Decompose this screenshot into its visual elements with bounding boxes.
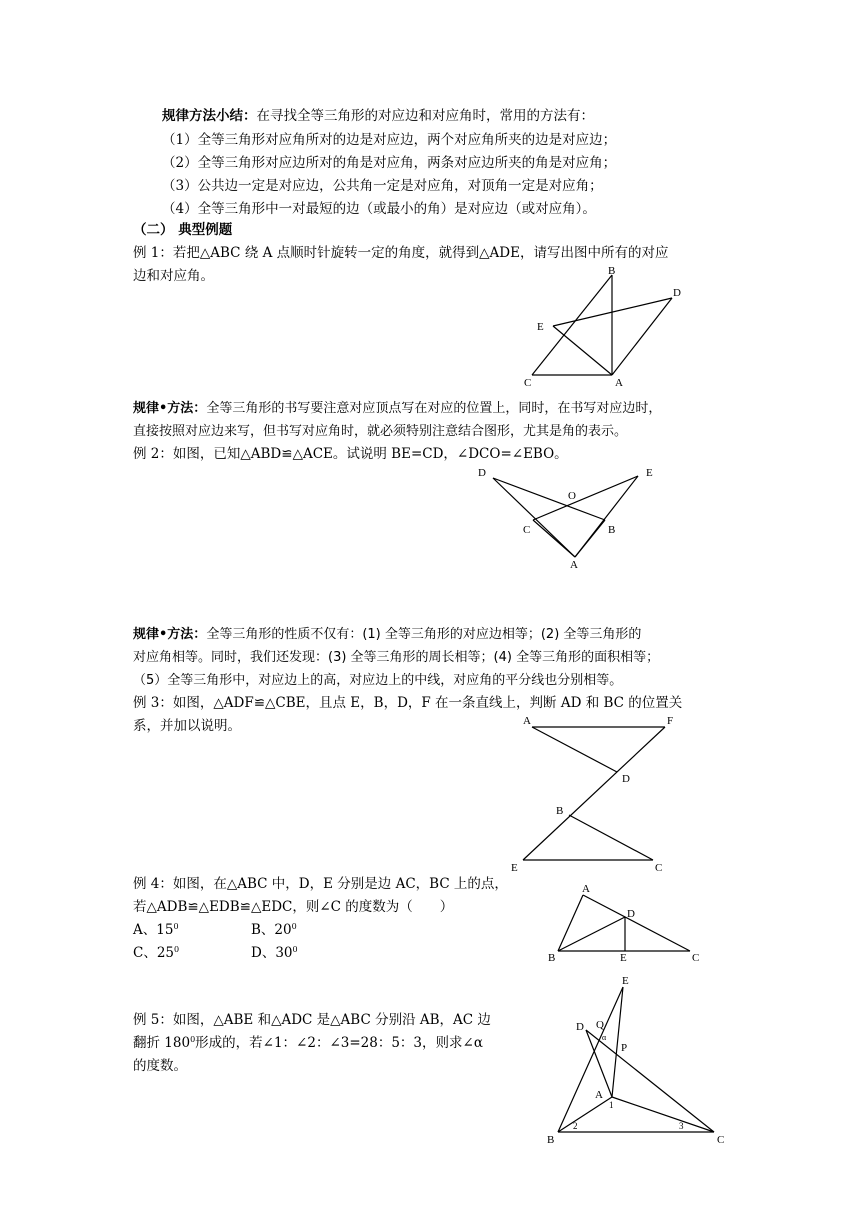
label-D: D [622,773,630,785]
label-A: A [523,715,531,727]
summary-intro: 在寻找全等三角形的对应边和对应角时，常用的方法有： [256,108,594,124]
rule1-line1 [133,400,661,418]
label-P: P [621,1042,628,1054]
example1-figure [520,260,700,395]
label-A: A [570,559,578,571]
label-1: 1 [609,1100,614,1110]
example4-option-d: D、$30^0$ [251,945,298,961]
example1-line2: 边和对应角。 [133,268,214,284]
label-B: B [556,805,564,817]
label-2: 2 [573,1121,578,1131]
label-O: O [568,490,576,502]
example4-figure [540,880,715,970]
label-C: C [524,377,532,389]
label-E: E [622,975,629,987]
label-C: C [717,1134,725,1146]
label-E: E [537,321,544,333]
example3-line2: 系，并加以说明。 [133,718,241,734]
label-3: 3 [679,1121,684,1131]
label-C: C [692,952,700,964]
label-D: D [673,287,681,299]
summary-item-2: （2）全等三角形对应边所对的角是对应角，两条对应边所夹的角是对应角； [162,155,617,171]
summary-title: 规律方法小结： [162,108,257,124]
section-heading: （二） 典型例题 [133,222,233,238]
example3-line1: 例 3：如图，△ADF≌△CBE，且点 E，B，D，F 在一条直线上，判断 AD 和 BC 的位置关 [133,695,683,711]
example5-line1: 例 5：如图，△ABE 和△ADC 是△ABC 分别沿 AB，AC 边 [133,1012,491,1028]
example5-line3: 的度数。 [133,1058,187,1074]
summary-line [162,107,594,125]
summary-item-3: （3）公共边一定是对应边，公共角一定是对应角，对顶角一定是对应角； [162,178,603,194]
label-B: B [608,524,616,536]
rule1-line2: 直接按照对应边来写，但书写对应角时，就必须特别注意结合图形，尤其是角的表示。 [133,424,628,439]
label-alpha: α [602,1033,607,1042]
example3-figure [505,710,675,880]
label-C: C [523,524,531,536]
label-F: F [667,715,674,727]
example1-line1: 例 1：若把△ABC 绕 A 点顺时针旋转一定的角度，就得到△ADE，请写出图中所有的对应 [133,245,669,261]
rule2-line1 [133,626,641,644]
label-D: D [576,1021,584,1033]
label-Q: Q [596,1019,604,1031]
label-B: B [548,952,556,964]
summary-item-1: （1）全等三角形对应角所对的边是对应边，两个对应角所夹的边是对应边； [162,132,617,148]
example4-option-b: B、$20^0$ [251,922,297,938]
label-A: A [582,883,590,895]
rule2-line3: （5）全等三角形中，对应边上的高，对应边上的中线，对应角的平分线也分别相等。 [133,673,623,688]
example4-option-a: A、$15^0$ [133,922,179,938]
example4-line2: 若△ADB≌△EDB≌△EDC，则∠C 的度数为（ ） [133,899,454,915]
label-A: A [595,1089,603,1101]
rule2-title: 规律•方法： [133,627,207,642]
example4-option-c: C、$25^0$ [133,945,180,961]
label-D: D [478,467,486,479]
rule1-text: 全等三角形的书写要注意对应顶点写在对应的位置上，同时，在书写对应边时， [206,401,662,416]
example5-figure [540,970,735,1150]
label-B: B [608,265,616,277]
example2-line1: 例 2：如图，已知△ABD≌△ACE。试说明 BE=CD，∠DCO=∠EBO。 [133,446,568,462]
summary-item-4: （4）全等三角形中一对最短的边（或最小的角）是对应边（或对应角）。 [162,201,596,217]
rule2-text: 全等三角形的性质不仅有：(1) 全等三角形的对应边相等；(2) 全等三角形的 [206,627,642,642]
example2-figure [475,462,660,572]
label-C: C [655,862,663,874]
label-D: D [627,908,635,920]
label-E: E [511,862,518,874]
label-A: A [615,377,623,389]
example5-line2: 翻折 $180^0$形成的，若∠1：∠2：∠3=28：5：3，则求∠α [133,1035,483,1051]
example4-line1: 例 4：如图，在△ABC 中，D，E 分别是边 AC，BC 上的点， [133,876,508,892]
label-B: B [547,1134,555,1146]
label-E: E [646,467,653,479]
rule2-line2: 对应角相等。同时，我们还发现：(3) 全等三角形的周长相等；(4) 全等三角形的面积相等； [133,650,660,665]
rule1-title: 规律•方法： [133,401,207,416]
label-E: E [620,952,627,964]
